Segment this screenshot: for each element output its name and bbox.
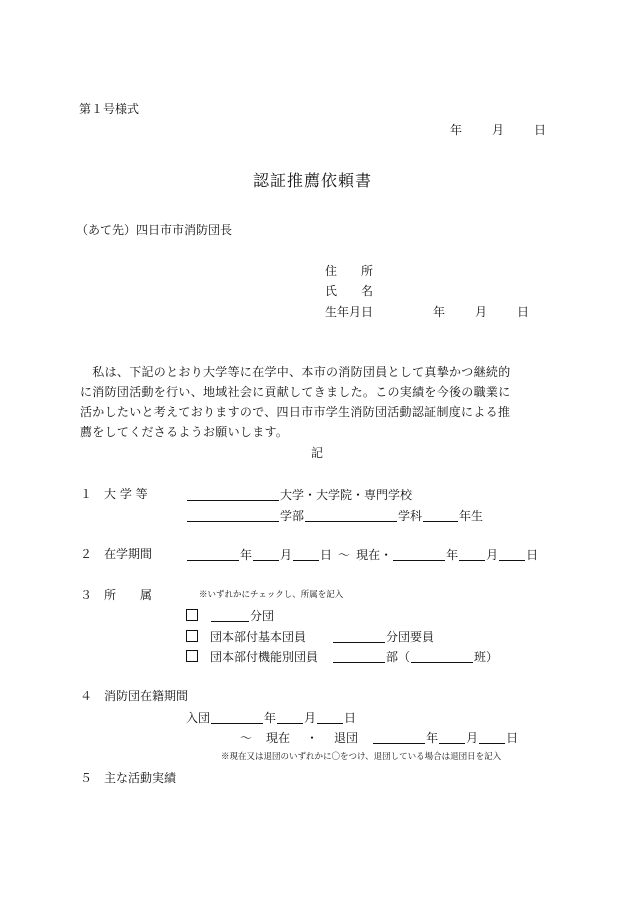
date-month: 月: [492, 123, 505, 137]
affiliation-note: ※いずれかにチェックし、所属を記入: [199, 590, 344, 600]
month-label: 月: [466, 731, 479, 745]
end-month-blank[interactable]: [459, 548, 485, 561]
school-types: 大学・大学院・専門学校: [280, 488, 413, 502]
item1-school-row: [186, 488, 412, 501]
item2-label: 在学期間: [104, 547, 153, 561]
faculty-blank[interactable]: [187, 509, 279, 522]
birthdate-row: [325, 306, 529, 318]
month-label: 月: [486, 548, 499, 562]
current-option[interactable]: 現在: [266, 731, 291, 745]
join-year-blank[interactable]: [211, 711, 263, 724]
day-label: 日: [506, 731, 519, 745]
item3-number: ３: [80, 588, 93, 602]
faculty-label: 学部: [280, 509, 305, 523]
item2-number: ２: [80, 547, 93, 561]
item4-label: 消防団在籍期間: [104, 689, 189, 703]
ki-heading: 記: [311, 446, 324, 460]
school-name-blank[interactable]: [187, 488, 279, 501]
hq-functional-dept: 部（: [386, 650, 411, 664]
grade-label: 年生: [459, 509, 484, 523]
checkbox-hq-basic[interactable]: [186, 630, 198, 642]
date-day: 日: [534, 123, 547, 137]
hq-basic-label: 団本部付基本団員: [210, 630, 307, 644]
year-label: 年: [446, 548, 459, 562]
date-line: [450, 124, 546, 136]
year-label: 年: [264, 711, 277, 725]
item2-period-row: [186, 548, 538, 561]
day-label: 日: [526, 548, 539, 562]
tilde: ～: [240, 731, 253, 745]
checkbox-branch[interactable]: [186, 609, 198, 621]
join-day-blank[interactable]: [317, 711, 343, 724]
birth-year: 年: [433, 305, 446, 319]
join-row: [186, 711, 356, 724]
retire-option[interactable]: 退団: [334, 731, 359, 745]
tenure-note: ※現在又は退団のいずれかに〇をつけ、退団している場合は退団日を記入: [221, 752, 502, 762]
hq-functional-team: 班）: [474, 650, 499, 664]
paragraph-line: 活かしたいと考えておりますので、四日市市学生消防団活動認証制度による推: [80, 405, 511, 419]
hq-functional-team-blank[interactable]: [411, 650, 473, 663]
birth-month: 月: [475, 305, 488, 319]
join-label: 入団: [186, 711, 211, 725]
affiliation-option-3: [186, 650, 498, 663]
address-label: 住 所: [325, 264, 374, 278]
branch-blank[interactable]: [211, 609, 249, 622]
addressee: （あて先）四日市市消防団長: [76, 223, 233, 237]
day-label: 日: [320, 548, 333, 562]
item5-label: 主な活動実績: [104, 771, 177, 785]
item4-number: ４: [80, 689, 93, 703]
checkbox-hq-functional[interactable]: [186, 650, 198, 662]
affiliation-option-1: [186, 609, 274, 622]
item3-label: 所 属: [104, 588, 153, 602]
hq-functional-label: 団本部付機能別団員: [210, 650, 319, 664]
hq-basic-blank[interactable]: [333, 630, 385, 643]
year-label: 年: [426, 731, 439, 745]
retire-day-blank[interactable]: [479, 731, 505, 744]
month-label: 月: [280, 548, 293, 562]
year-label: 年: [240, 548, 253, 562]
date-year: 年: [450, 123, 463, 137]
dept-blank[interactable]: [305, 509, 397, 522]
branch-label: 分団: [250, 609, 275, 623]
enroll-year-blank[interactable]: [187, 548, 239, 561]
birth-day: 日: [517, 305, 530, 319]
item1-label: 大 学 等: [104, 487, 148, 501]
hq-functional-dept-blank[interactable]: [333, 650, 385, 663]
name-label: 氏 名: [325, 284, 374, 298]
retire-year-blank[interactable]: [373, 731, 425, 744]
day-label: 日: [344, 711, 357, 725]
retire-month-blank[interactable]: [439, 731, 465, 744]
paragraph-line: 薦をしてくださるようお願いします。: [80, 425, 289, 439]
enroll-day-blank[interactable]: [293, 548, 319, 561]
item1-dept-row: [186, 509, 483, 522]
paragraph-line: に消防団活動を行い、地域社会に貢献してきました。この実績を今後の職業に: [80, 385, 511, 399]
enroll-month-blank[interactable]: [253, 548, 279, 561]
join-month-blank[interactable]: [277, 711, 303, 724]
item5-number: ５: [80, 771, 93, 785]
dept-label: 学科: [398, 509, 423, 523]
month-label: 月: [304, 711, 317, 725]
birthdate-label: 生年月日: [325, 305, 374, 319]
end-year-blank[interactable]: [393, 548, 445, 561]
request-paragraph: [80, 362, 552, 442]
grade-blank[interactable]: [423, 509, 458, 522]
hq-basic-tail: 分団要員: [386, 630, 435, 644]
form-number: 第１号様式: [79, 102, 140, 116]
affiliation-option-2: [186, 630, 434, 643]
tilde: ～: [338, 548, 351, 562]
dot-separator: ・: [306, 731, 319, 745]
paragraph-line: 私は、下記のとおり大学等に在学中、本市の消防団員として真摯かつ継続的: [80, 365, 511, 379]
retire-row: [240, 731, 518, 744]
item1-number: １: [80, 487, 93, 501]
end-day-blank[interactable]: [499, 548, 525, 561]
document-title: 認証推薦依頼書: [253, 171, 373, 190]
now-label: 現在・: [356, 548, 393, 562]
